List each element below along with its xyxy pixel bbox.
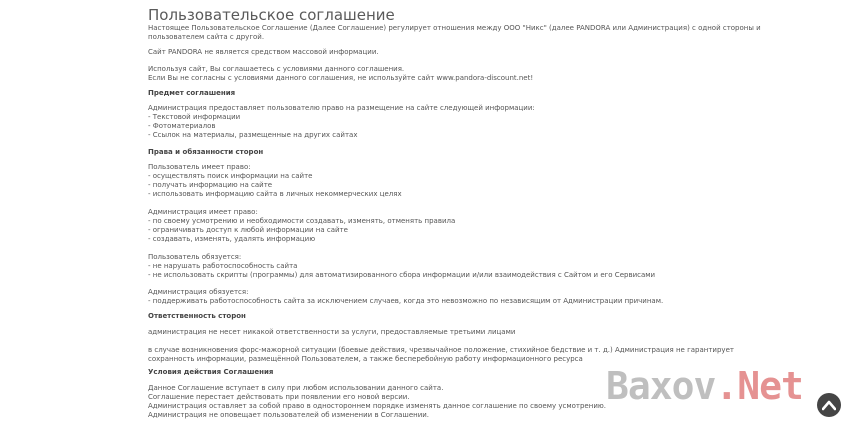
scroll-to-top-button[interactable]: [817, 393, 841, 417]
paragraph: [148, 253, 655, 280]
paragraph: [148, 208, 455, 244]
paragraph-line: - не использовать скрипты (программы) для автоматизированного сбора информации и/или взаимодействия с Сайтом и его Сервисами: [148, 271, 656, 279]
paragraph-line: - использовать информацию сайта в личных некоммерческих целях: [148, 190, 402, 198]
paragraph: [148, 104, 535, 140]
paragraph: [148, 328, 515, 337]
paragraph-line: Пользователь обязуется:: [148, 253, 242, 261]
paragraph-line: - осуществлять поиск информации на сайте: [148, 172, 313, 180]
paragraph-line: - получать информацию на сайте: [148, 181, 273, 189]
paragraph-line: - по своему усмотрению и необходимости создавать, изменять, отменять правила: [148, 217, 456, 225]
paragraph-line: - не нарушать работоспособность сайта: [148, 262, 298, 270]
section-heading: Права и обязанности сторон: [148, 148, 264, 156]
section-heading: Ответственность сторон: [148, 312, 246, 320]
paragraph-line: Соглашение перестает действовать при появлении его новой версии.: [148, 393, 410, 401]
paragraph-line: администрация не несет никакой ответственности за услуги, предоставляемые третьими лицами: [148, 328, 516, 336]
paragraph-line: - ограничивать доступ к любой информации на сайте: [148, 226, 348, 234]
paragraph-line: в случае возникновения форс-мажорной ситуации (боевые действия, чрезвычайное положение, стихийное бедствие и т. д.) Администрация не гарантирует: [148, 346, 734, 354]
paragraph: [148, 346, 734, 364]
paragraph: [148, 24, 761, 42]
paragraph: [148, 48, 379, 57]
paragraph-line: пользователем сайта с другой.: [148, 33, 265, 41]
watermark-logo: [606, 366, 803, 406]
section-heading: Условия действия Соглашения: [148, 368, 274, 376]
paragraph-line: Используя сайт, Вы соглашаетесь с условиями данного соглашения.: [148, 65, 405, 73]
paragraph-line: - Фотоматериалов: [148, 122, 216, 130]
paragraph-line: Настоящее Пользовательское Соглашение (Далее Соглашение) регулирует отношения между ООО "Никс" (далее PANDORA или Администрация) с одной стороны и: [148, 24, 761, 32]
paragraph: [148, 163, 402, 199]
paragraph-line: Администрация имеет право:: [148, 208, 258, 216]
paragraph-line: Данное Соглашение вступает в силу при любом использовании данного сайта.: [148, 384, 444, 392]
paragraph-line: - создавать, изменять, удалять информацию: [148, 235, 316, 243]
section-heading: Предмет соглашения: [148, 89, 236, 97]
chevron-up-icon: [822, 399, 836, 411]
paragraph-line: Администрация не оповещает пользователей об изменении в Соглашении.: [148, 411, 430, 419]
paragraph-line: - Текстовой информации: [148, 113, 241, 121]
paragraph-line: сохранность информации, размещённой Пользователем, а также бесперебойную работу информационного ресурса: [148, 355, 583, 363]
paragraph-line: Сайт PANDORA не является средством массовой информации.: [148, 48, 379, 56]
paragraph-line: Администрация обязуется:: [148, 288, 249, 296]
paragraph-line: Администрация предоставляет пользователю право на размещение на сайте следующей информации:: [148, 104, 535, 112]
watermark-part2: .Net: [715, 364, 803, 408]
watermark-part1: Baxov: [606, 364, 716, 408]
paragraph-line: Администрация оставляет за собой право в одностороннем порядке изменять данное соглашение по своему усмотрению.: [148, 402, 606, 410]
paragraph: [148, 288, 663, 306]
paragraph: [148, 384, 606, 420]
paragraph: [148, 65, 533, 83]
paragraph-line: Если Вы не согласны с условиями данного соглашения, не используйте сайт www.pandora-discount.net!: [148, 74, 534, 82]
paragraph-line: - Ссылок на материалы, размещенные на других сайтах: [148, 131, 358, 139]
page-title: Пользовательское соглашение: [148, 6, 395, 24]
paragraph-line: - поддерживать работоспособность сайта за исключением случаев, когда это невозможно по независящим от Администрации причинам.: [148, 297, 664, 305]
paragraph-line: Пользователь имеет право:: [148, 163, 251, 171]
